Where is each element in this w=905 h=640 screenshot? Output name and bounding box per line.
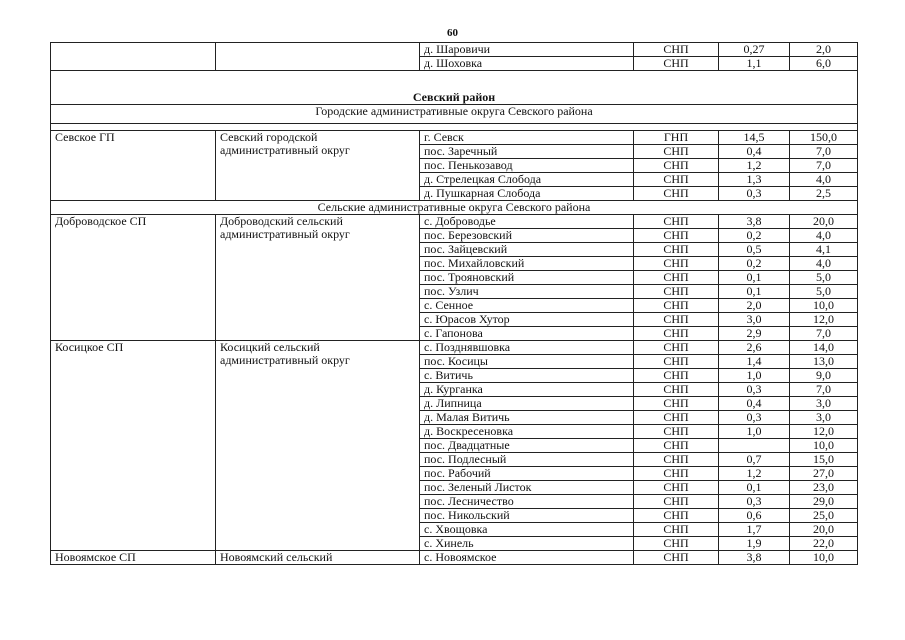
locality-cell: с. Витичь bbox=[420, 369, 634, 383]
type-cell: СНП bbox=[634, 425, 719, 439]
area-cell: 0,3 bbox=[719, 411, 790, 425]
area-cell: 3,0 bbox=[719, 313, 790, 327]
table-row bbox=[51, 551, 858, 565]
area-cell: 2,0 bbox=[719, 299, 790, 313]
population-cell: 20,0 bbox=[790, 523, 858, 537]
locality-cell: д. Малая Витичь bbox=[420, 411, 634, 425]
type-cell: СНП bbox=[634, 57, 719, 71]
population-cell: 4,0 bbox=[790, 229, 858, 243]
locality-cell: пос. Двадцатные bbox=[420, 439, 634, 453]
population-cell: 5,0 bbox=[790, 285, 858, 299]
type-cell: СНП bbox=[634, 523, 719, 537]
locality-cell: пос. Березовский bbox=[420, 229, 634, 243]
population-cell: 14,0 bbox=[790, 341, 858, 355]
settlement-cell: Севское ГП bbox=[51, 131, 216, 201]
population-cell: 150,0 bbox=[790, 131, 858, 145]
area-cell: 1,4 bbox=[719, 355, 790, 369]
locality-cell: пос. Лесничество bbox=[420, 495, 634, 509]
area-cell: 0,2 bbox=[719, 257, 790, 271]
district-cell: Севский городской административный округ bbox=[216, 131, 420, 201]
type-cell: СНП bbox=[634, 509, 719, 523]
settlement-cell bbox=[51, 57, 216, 71]
type-cell: СНП bbox=[634, 271, 719, 285]
type-cell: СНП bbox=[634, 159, 719, 173]
locality-cell: пос. Заречный bbox=[420, 145, 634, 159]
table-row bbox=[51, 43, 858, 57]
population-cell: 27,0 bbox=[790, 467, 858, 481]
district-title bbox=[51, 91, 858, 105]
area-cell: 1,1 bbox=[719, 57, 790, 71]
population-cell: 6,0 bbox=[790, 57, 858, 71]
type-cell: СНП bbox=[634, 229, 719, 243]
area-cell: 1,0 bbox=[719, 425, 790, 439]
type-cell: СНП bbox=[634, 299, 719, 313]
population-cell: 20,0 bbox=[790, 215, 858, 229]
population-cell: 4,1 bbox=[790, 243, 858, 257]
area-cell: 0,1 bbox=[719, 481, 790, 495]
population-cell: 4,0 bbox=[790, 257, 858, 271]
type-cell: СНП bbox=[634, 495, 719, 509]
rural-section-title-cell: Сельские административные округа Севского района bbox=[51, 201, 858, 215]
area-cell: 0,4 bbox=[719, 145, 790, 159]
locality-cell: с. Гапонова bbox=[420, 327, 634, 341]
area-cell: 3,8 bbox=[719, 551, 790, 565]
urban-section-title-cell: Городские административные округа Севского района bbox=[51, 105, 858, 124]
district-cell: Новоямский сельский bbox=[216, 551, 420, 565]
settlements-table bbox=[50, 42, 858, 565]
population-cell: 2,0 bbox=[790, 43, 858, 57]
locality-cell: пос. Рабочий bbox=[420, 467, 634, 481]
area-cell: 0,5 bbox=[719, 243, 790, 257]
locality-cell: д. Воскресеновка bbox=[420, 425, 634, 439]
settlement-cell bbox=[51, 43, 216, 57]
population-cell: 23,0 bbox=[790, 481, 858, 495]
table-row bbox=[51, 215, 858, 229]
settlement-cell: Доброводское СП bbox=[51, 215, 216, 341]
area-cell: 0,7 bbox=[719, 453, 790, 467]
area-cell: 1,2 bbox=[719, 159, 790, 173]
type-cell: СНП bbox=[634, 243, 719, 257]
spacer-cell bbox=[51, 71, 858, 92]
district-title-cell: Севский район bbox=[51, 91, 858, 105]
area-cell: 0,27 bbox=[719, 43, 790, 57]
population-cell: 10,0 bbox=[790, 299, 858, 313]
population-cell: 5,0 bbox=[790, 271, 858, 285]
settlement-cell: Новоямское СП bbox=[51, 551, 216, 565]
type-cell: СНП bbox=[634, 257, 719, 271]
area-cell: 1,3 bbox=[719, 173, 790, 187]
type-cell: СНП bbox=[634, 285, 719, 299]
locality-cell: д. Пушкарная Слобода bbox=[420, 187, 634, 201]
district-cell bbox=[216, 43, 420, 57]
population-cell: 13,0 bbox=[790, 355, 858, 369]
population-cell: 3,0 bbox=[790, 411, 858, 425]
settlements-table-body bbox=[51, 43, 858, 565]
area-cell: 3,8 bbox=[719, 215, 790, 229]
area-cell: 0,3 bbox=[719, 187, 790, 201]
locality-cell: с. Доброводье bbox=[420, 215, 634, 229]
population-cell: 7,0 bbox=[790, 327, 858, 341]
type-cell: СНП bbox=[634, 313, 719, 327]
table-row bbox=[51, 131, 858, 145]
area-cell: 2,6 bbox=[719, 341, 790, 355]
locality-cell: д. Курганка bbox=[420, 383, 634, 397]
type-cell: СНП bbox=[634, 355, 719, 369]
locality-cell: д. Шаровичи bbox=[420, 43, 634, 57]
rural-section-title bbox=[51, 201, 858, 215]
type-cell: СНП bbox=[634, 341, 719, 355]
settlement-cell: Косицкое СП bbox=[51, 341, 216, 551]
population-cell: 29,0 bbox=[790, 495, 858, 509]
locality-cell: пос. Трояновский bbox=[420, 271, 634, 285]
population-cell: 2,5 bbox=[790, 187, 858, 201]
area-cell: 0,6 bbox=[719, 509, 790, 523]
area-cell: 1,7 bbox=[719, 523, 790, 537]
type-cell: СНП bbox=[634, 411, 719, 425]
urban-section-title bbox=[51, 105, 858, 124]
population-cell: 12,0 bbox=[790, 425, 858, 439]
area-cell: 14,5 bbox=[719, 131, 790, 145]
area-cell: 2,9 bbox=[719, 327, 790, 341]
population-cell: 10,0 bbox=[790, 551, 858, 565]
locality-cell: пос. Зайцевский bbox=[420, 243, 634, 257]
locality-cell: пос. Зеленый Листок bbox=[420, 481, 634, 495]
type-cell: СНП bbox=[634, 187, 719, 201]
locality-cell: с. Юрасов Хутор bbox=[420, 313, 634, 327]
district-cell: Косицкий сельский административный округ bbox=[216, 341, 420, 551]
type-cell: СНП bbox=[634, 145, 719, 159]
district-cell: Доброводский сельский административный округ bbox=[216, 215, 420, 341]
population-cell: 7,0 bbox=[790, 383, 858, 397]
locality-cell: г. Севск bbox=[420, 131, 634, 145]
type-cell: СНП bbox=[634, 439, 719, 453]
area-cell: 0,3 bbox=[719, 383, 790, 397]
spacer-row bbox=[51, 71, 858, 92]
locality-cell: д. Шоховка bbox=[420, 57, 634, 71]
type-cell: СНП bbox=[634, 397, 719, 411]
population-cell: 3,0 bbox=[790, 397, 858, 411]
locality-cell: с. Хинель bbox=[420, 537, 634, 551]
type-cell: СНП bbox=[634, 369, 719, 383]
table-row bbox=[51, 341, 858, 355]
type-cell: СНП bbox=[634, 537, 719, 551]
population-cell: 15,0 bbox=[790, 453, 858, 467]
area-cell: 1,9 bbox=[719, 537, 790, 551]
population-cell: 25,0 bbox=[790, 509, 858, 523]
population-cell: 7,0 bbox=[790, 159, 858, 173]
locality-cell: с. Позднявшовка bbox=[420, 341, 634, 355]
spacer-cell bbox=[51, 124, 858, 131]
locality-cell: д. Стрелецкая Слобода bbox=[420, 173, 634, 187]
locality-cell: пос. Подлесный bbox=[420, 453, 634, 467]
type-cell: СНП bbox=[634, 453, 719, 467]
locality-cell: пос. Никольский bbox=[420, 509, 634, 523]
area-cell: 0,4 bbox=[719, 397, 790, 411]
locality-cell: с. Сенное bbox=[420, 299, 634, 313]
area-cell: 1,0 bbox=[719, 369, 790, 383]
locality-cell: пос. Михайловский bbox=[420, 257, 634, 271]
type-cell: ГНП bbox=[634, 131, 719, 145]
type-cell: СНП bbox=[634, 481, 719, 495]
area-cell: 0,1 bbox=[719, 271, 790, 285]
locality-cell: с. Хвощовка bbox=[420, 523, 634, 537]
area-cell: 1,2 bbox=[719, 467, 790, 481]
area-cell: 0,3 bbox=[719, 495, 790, 509]
population-cell: 12,0 bbox=[790, 313, 858, 327]
population-cell: 10,0 bbox=[790, 439, 858, 453]
locality-cell: пос. Пенькозавод bbox=[420, 159, 634, 173]
type-cell: СНП bbox=[634, 551, 719, 565]
page-number: 60 bbox=[447, 27, 458, 39]
population-cell: 4,0 bbox=[790, 173, 858, 187]
type-cell: СНП bbox=[634, 43, 719, 57]
type-cell: СНП bbox=[634, 173, 719, 187]
type-cell: СНП bbox=[634, 383, 719, 397]
locality-cell: с. Новоямское bbox=[420, 551, 634, 565]
spacer-row bbox=[51, 124, 858, 131]
type-cell: СНП bbox=[634, 215, 719, 229]
population-cell: 9,0 bbox=[790, 369, 858, 383]
area-cell: 0,2 bbox=[719, 229, 790, 243]
area-cell bbox=[719, 439, 790, 453]
area-cell: 0,1 bbox=[719, 285, 790, 299]
district-cell bbox=[216, 57, 420, 71]
population-cell: 22,0 bbox=[790, 537, 858, 551]
locality-cell: пос. Узлич bbox=[420, 285, 634, 299]
table-row bbox=[51, 57, 858, 71]
locality-cell: пос. Косицы bbox=[420, 355, 634, 369]
locality-cell: д. Липница bbox=[420, 397, 634, 411]
type-cell: СНП bbox=[634, 467, 719, 481]
type-cell: СНП bbox=[634, 327, 719, 341]
population-cell: 7,0 bbox=[790, 145, 858, 159]
